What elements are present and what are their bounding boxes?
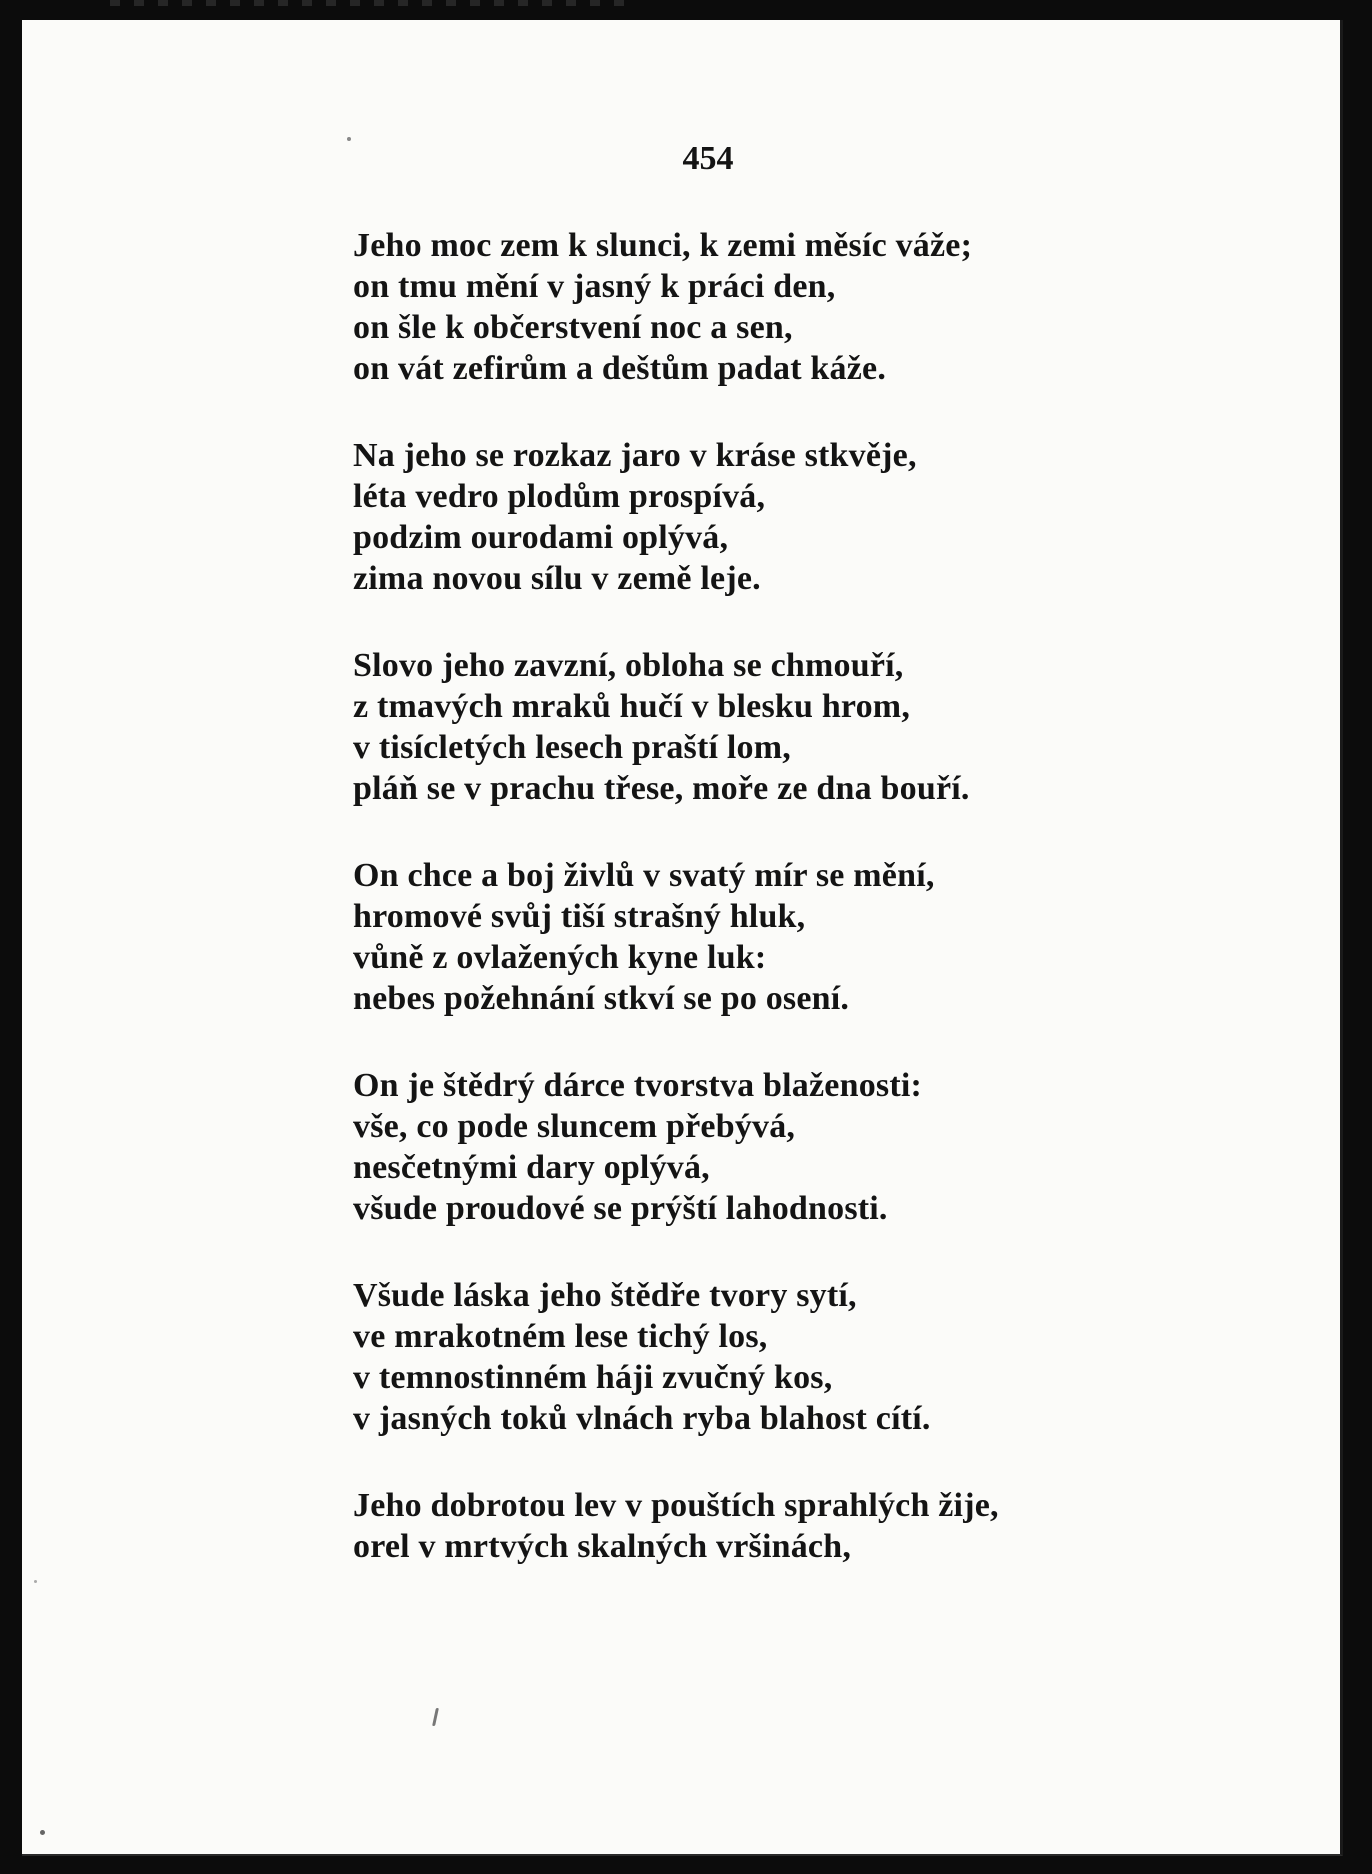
poem-text	[353, 225, 1133, 1567]
verse-line: On je štědrý dárce tvorstva blaženosti:	[353, 1067, 923, 1104]
scan-speck	[40, 1830, 45, 1835]
verse-line: nebes požehnání stkví se po osení.	[353, 980, 850, 1017]
scan-edge-smudge	[110, 0, 630, 6]
verse-line: vůně z ovlažených kyne luk:	[353, 939, 767, 976]
verse-line: pláň se v prachu třese, moře ze dna bouří.	[353, 770, 970, 807]
verse-line: Jeho dobrotou lev v pouštích sprahlých žije,	[353, 1487, 999, 1524]
verse-line: všude proudové se prýští lahodnosti.	[353, 1190, 888, 1227]
verse-line: on tmu mění v jasný k práci den,	[353, 268, 836, 305]
verse-line: v temnostinném háji zvučný kos,	[353, 1359, 833, 1396]
verse-line: on šle k občerstvení noc a sen,	[353, 309, 793, 346]
stray-ink-mark	[432, 1708, 439, 1726]
stanza	[353, 855, 1133, 1019]
page-number: 454	[682, 140, 734, 177]
verse-line: v jasných toků vlnách ryba blahost cítí.	[353, 1400, 931, 1437]
verse-line: orel v mrtvých skalných vršinách,	[353, 1528, 852, 1565]
verse-line: podzim ourodami oplývá,	[353, 519, 729, 556]
stanza	[353, 435, 1133, 599]
verse-line: vše, co pode sluncem přebývá,	[353, 1108, 796, 1145]
verse-line: Slovo jeho zavzní, obloha se chmouří,	[353, 647, 904, 684]
verse-line: v tisícletých lesech praští lom,	[353, 729, 791, 766]
stanza	[353, 225, 1133, 389]
verse-line: z tmavých mraků hučí v blesku hrom,	[353, 688, 911, 725]
verse-line: on vát zefirům a deštům padat káže.	[353, 350, 887, 387]
scan-speck	[34, 1580, 37, 1583]
verse-line: ve mrakotném lese tichý los,	[353, 1318, 768, 1355]
stanza	[353, 645, 1133, 809]
verse-line: hromové svůj tiší strašný hluk,	[353, 898, 806, 935]
verse-line: Všude láska jeho štědře tvory sytí,	[353, 1277, 857, 1314]
stanza	[353, 1065, 1133, 1229]
stanza	[353, 1485, 1133, 1567]
verse-line: Na jeho se rozkaz jaro v kráse stkvěje,	[353, 437, 917, 474]
verse-line: zima novou sílu v země leje.	[353, 560, 761, 597]
verse-line: léta vedro plodům prospívá,	[353, 478, 766, 515]
verse-line: On chce a boj živlů v svatý mír se mění,	[353, 857, 935, 894]
stanza	[353, 1275, 1133, 1439]
verse-line: nesčetnými dary oplývá,	[353, 1149, 710, 1186]
verse-line: Jeho moc zem k slunci, k zemi měsíc váže;	[353, 227, 973, 264]
